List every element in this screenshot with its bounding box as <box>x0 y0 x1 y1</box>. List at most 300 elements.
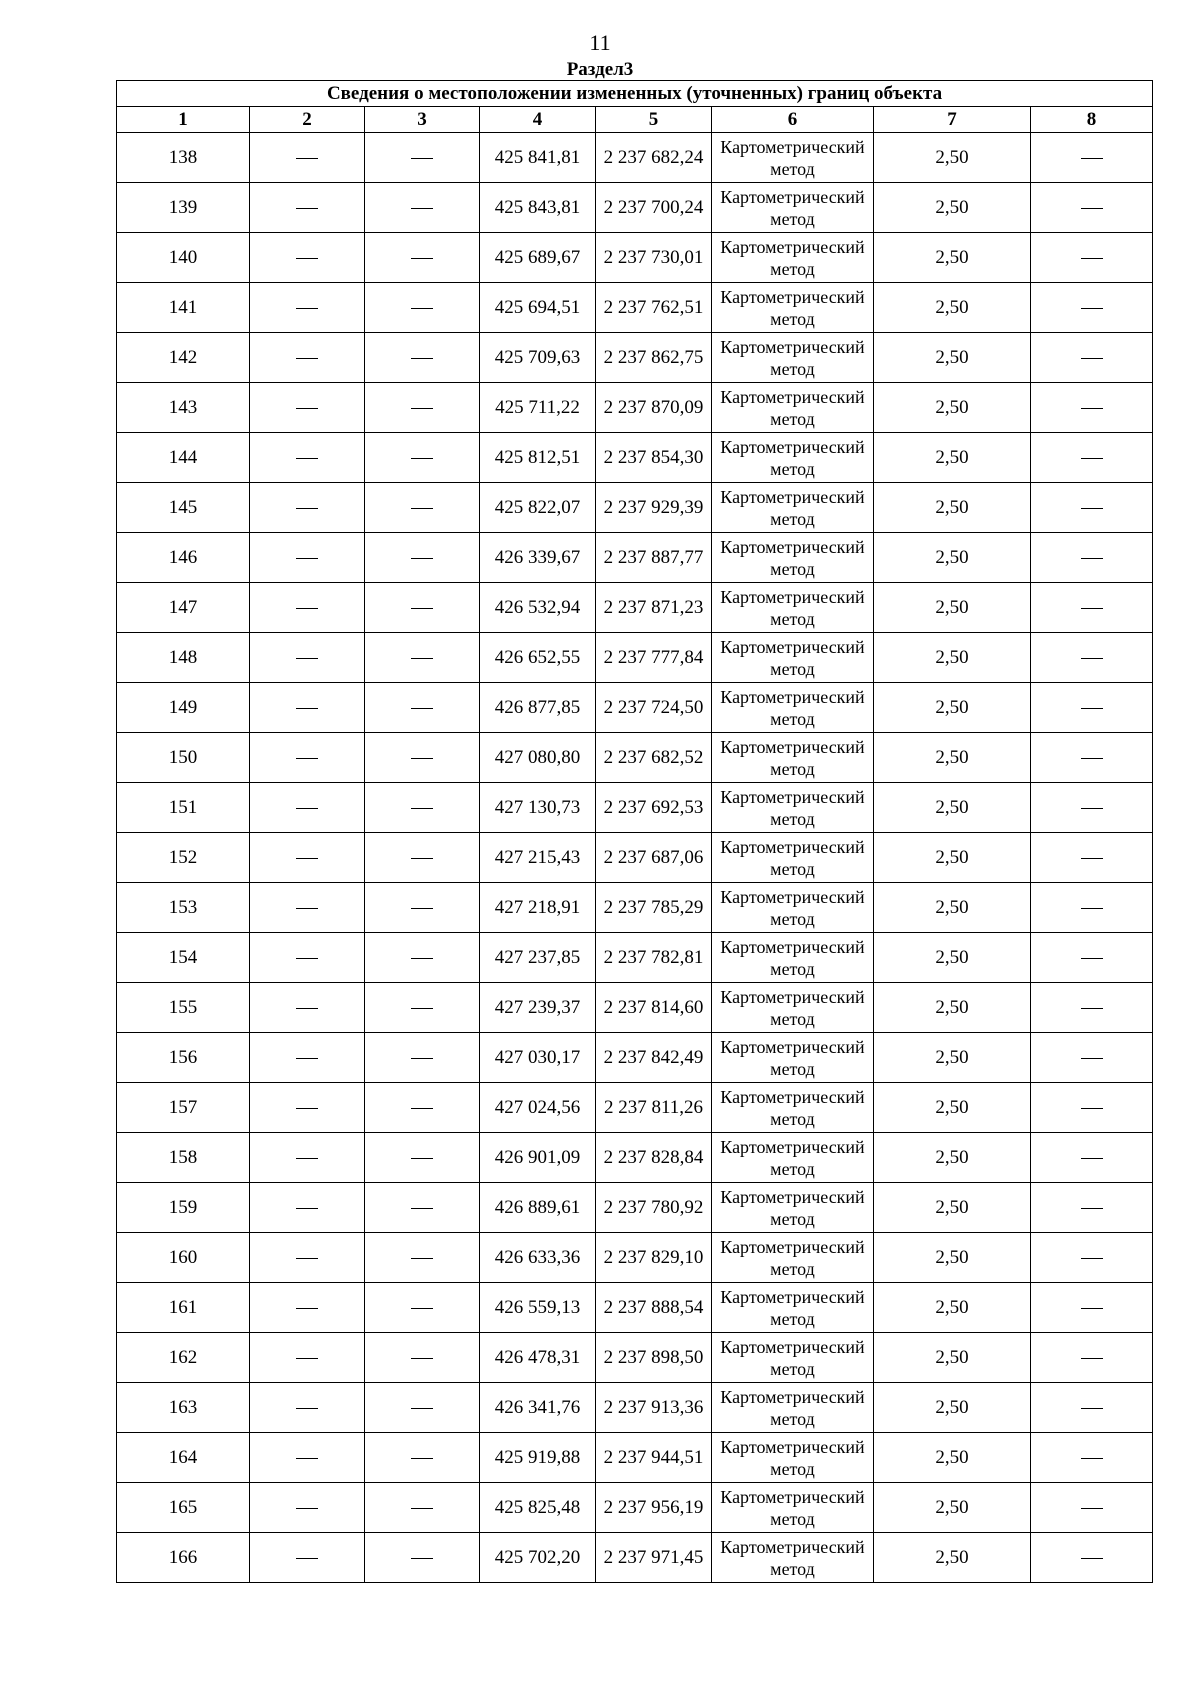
empty-cell-col2 <box>250 1283 365 1333</box>
dash-mark <box>411 658 433 659</box>
empty-cell-col2 <box>250 983 365 1033</box>
dash-mark <box>1081 1558 1103 1559</box>
method-cell: Картометрический метод <box>712 1083 874 1133</box>
empty-cell-col3 <box>365 1233 480 1283</box>
column-number: 5 <box>596 107 712 133</box>
y-coordinate-cell: 2 237 870,09 <box>596 383 712 433</box>
empty-cell-col2 <box>250 733 365 783</box>
method-cell: Картометрический метод <box>712 633 874 683</box>
y-coordinate-cell: 2 237 730,01 <box>596 233 712 283</box>
dash-mark <box>1081 1158 1103 1159</box>
column-number: 1 <box>117 107 250 133</box>
y-coordinate-cell: 2 237 842,49 <box>596 1033 712 1083</box>
point-number-cell: 155 <box>117 983 250 1033</box>
dash-mark <box>296 808 318 809</box>
table-row <box>117 983 1153 1033</box>
empty-cell-col8 <box>1031 1083 1153 1133</box>
y-coordinate-cell: 2 237 854,30 <box>596 433 712 483</box>
y-coordinate-cell: 2 237 682,24 <box>596 133 712 183</box>
method-cell: Картометрический метод <box>712 783 874 833</box>
x-coordinate-cell: 425 843,81 <box>480 183 596 233</box>
table-row <box>117 883 1153 933</box>
x-coordinate-cell: 426 889,61 <box>480 1183 596 1233</box>
point-number-cell: 165 <box>117 1483 250 1533</box>
x-coordinate-cell: 425 919,88 <box>480 1433 596 1483</box>
dash-mark <box>296 1208 318 1209</box>
dash-mark <box>411 608 433 609</box>
method-cell: Картометрический метод <box>712 1533 874 1583</box>
dash-mark <box>296 508 318 509</box>
dash-mark <box>1081 1058 1103 1059</box>
x-coordinate-cell: 425 689,67 <box>480 233 596 283</box>
x-coordinate-cell: 427 215,43 <box>480 833 596 883</box>
x-coordinate-cell: 425 841,81 <box>480 133 596 183</box>
dash-mark <box>296 308 318 309</box>
table-row <box>117 583 1153 633</box>
dash-mark <box>411 458 433 459</box>
table-row <box>117 383 1153 433</box>
empty-cell-col3 <box>365 883 480 933</box>
dash-mark <box>296 1058 318 1059</box>
empty-cell-col2 <box>250 583 365 633</box>
point-number-cell: 149 <box>117 683 250 733</box>
y-coordinate-cell: 2 237 782,81 <box>596 933 712 983</box>
table-row <box>117 1033 1153 1083</box>
empty-cell-col8 <box>1031 683 1153 733</box>
dash-mark <box>1081 508 1103 509</box>
table-row <box>117 1283 1153 1333</box>
empty-cell-col8 <box>1031 633 1153 683</box>
empty-cell-col3 <box>365 133 480 183</box>
method-cell: Картометрический метод <box>712 1283 874 1333</box>
empty-cell-col8 <box>1031 783 1153 833</box>
accuracy-cell: 2,50 <box>874 1533 1031 1583</box>
empty-cell-col8 <box>1031 533 1153 583</box>
table-row <box>117 1483 1153 1533</box>
empty-cell-col8 <box>1031 483 1153 533</box>
point-number-cell: 142 <box>117 333 250 383</box>
empty-cell-col3 <box>365 583 480 633</box>
empty-cell-col3 <box>365 683 480 733</box>
table-row <box>117 1183 1153 1233</box>
y-coordinate-cell: 2 237 811,26 <box>596 1083 712 1133</box>
accuracy-cell: 2,50 <box>874 583 1031 633</box>
empty-cell-col2 <box>250 1533 365 1583</box>
table-row <box>117 283 1153 333</box>
dash-mark <box>411 1408 433 1409</box>
point-number-cell: 157 <box>117 1083 250 1133</box>
empty-cell-col8 <box>1031 433 1153 483</box>
dash-mark <box>296 908 318 909</box>
y-coordinate-cell: 2 237 682,52 <box>596 733 712 783</box>
empty-cell-col8 <box>1031 1033 1153 1083</box>
method-cell: Картометрический метод <box>712 233 874 283</box>
empty-cell-col8 <box>1031 1133 1153 1183</box>
dash-mark <box>296 1158 318 1159</box>
column-number: 6 <box>712 107 874 133</box>
method-cell: Картометрический метод <box>712 283 874 333</box>
dash-mark <box>296 1258 318 1259</box>
empty-cell-col3 <box>365 183 480 233</box>
x-coordinate-cell: 425 702,20 <box>480 1533 596 1583</box>
dash-mark <box>1081 858 1103 859</box>
column-number: 4 <box>480 107 596 133</box>
method-cell: Картометрический метод <box>712 383 874 433</box>
dash-mark <box>411 1358 433 1359</box>
empty-cell-col2 <box>250 383 365 433</box>
empty-cell-col3 <box>365 1433 480 1483</box>
dash-mark <box>411 358 433 359</box>
boundary-table <box>116 80 1153 1583</box>
method-cell: Картометрический метод <box>712 533 874 583</box>
point-number-cell: 153 <box>117 883 250 933</box>
column-number: 2 <box>250 107 365 133</box>
empty-cell-col3 <box>365 1533 480 1583</box>
table-row <box>117 1433 1153 1483</box>
column-number: 8 <box>1031 107 1153 133</box>
dash-mark <box>296 208 318 209</box>
empty-cell-col3 <box>365 1033 480 1083</box>
empty-cell-col3 <box>365 633 480 683</box>
empty-cell-col2 <box>250 883 365 933</box>
empty-cell-col2 <box>250 1483 365 1533</box>
empty-cell-col3 <box>365 733 480 783</box>
x-coordinate-cell: 427 239,37 <box>480 983 596 1033</box>
empty-cell-col2 <box>250 433 365 483</box>
x-coordinate-cell: 425 709,63 <box>480 333 596 383</box>
method-cell: Картометрический метод <box>712 1433 874 1483</box>
dash-mark <box>296 958 318 959</box>
empty-cell-col8 <box>1031 883 1153 933</box>
method-cell: Картометрический метод <box>712 433 874 483</box>
accuracy-cell: 2,50 <box>874 183 1031 233</box>
accuracy-cell: 2,50 <box>874 683 1031 733</box>
y-coordinate-cell: 2 237 898,50 <box>596 1333 712 1383</box>
dash-mark <box>1081 1258 1103 1259</box>
dash-mark <box>296 558 318 559</box>
dash-mark <box>296 358 318 359</box>
accuracy-cell: 2,50 <box>874 1333 1031 1383</box>
dash-mark <box>1081 158 1103 159</box>
accuracy-cell: 2,50 <box>874 1033 1031 1083</box>
empty-cell-col2 <box>250 1433 365 1483</box>
point-number-cell: 141 <box>117 283 250 333</box>
empty-cell-col8 <box>1031 1383 1153 1433</box>
accuracy-cell: 2,50 <box>874 283 1031 333</box>
point-number-cell: 148 <box>117 633 250 683</box>
column-number: 7 <box>874 107 1031 133</box>
x-coordinate-cell: 425 711,22 <box>480 383 596 433</box>
dash-mark <box>1081 1308 1103 1309</box>
dash-mark <box>1081 808 1103 809</box>
point-number-cell: 151 <box>117 783 250 833</box>
table-row <box>117 133 1153 183</box>
accuracy-cell: 2,50 <box>874 1233 1031 1283</box>
y-coordinate-cell: 2 237 956,19 <box>596 1483 712 1533</box>
x-coordinate-cell: 426 341,76 <box>480 1383 596 1433</box>
y-coordinate-cell: 2 237 700,24 <box>596 183 712 233</box>
dash-mark <box>1081 308 1103 309</box>
empty-cell-col8 <box>1031 133 1153 183</box>
empty-cell-col8 <box>1031 833 1153 883</box>
empty-cell-col8 <box>1031 1283 1153 1333</box>
empty-cell-col8 <box>1031 333 1153 383</box>
column-number: 3 <box>365 107 480 133</box>
dash-mark <box>1081 1208 1103 1209</box>
x-coordinate-cell: 425 694,51 <box>480 283 596 333</box>
table-row <box>117 1383 1153 1433</box>
dash-mark <box>1081 208 1103 209</box>
point-number-cell: 166 <box>117 1533 250 1583</box>
dash-mark <box>1081 1108 1103 1109</box>
point-number-cell: 146 <box>117 533 250 583</box>
dash-mark <box>411 558 433 559</box>
y-coordinate-cell: 2 237 888,54 <box>596 1283 712 1333</box>
empty-cell-col2 <box>250 783 365 833</box>
accuracy-cell: 2,50 <box>874 833 1031 883</box>
empty-cell-col3 <box>365 1383 480 1433</box>
dash-mark <box>411 1308 433 1309</box>
point-number-cell: 163 <box>117 1383 250 1433</box>
method-cell: Картометрический метод <box>712 683 874 733</box>
empty-cell-col8 <box>1031 733 1153 783</box>
accuracy-cell: 2,50 <box>874 1483 1031 1533</box>
dash-mark <box>1081 608 1103 609</box>
point-number-cell: 158 <box>117 1133 250 1183</box>
x-coordinate-cell: 426 339,67 <box>480 533 596 583</box>
dash-mark <box>1081 1408 1103 1409</box>
empty-cell-col3 <box>365 983 480 1033</box>
x-coordinate-cell: 426 633,36 <box>480 1233 596 1283</box>
empty-cell-col2 <box>250 533 365 583</box>
dash-mark <box>296 708 318 709</box>
table-row <box>117 733 1153 783</box>
method-cell: Картометрический метод <box>712 133 874 183</box>
empty-cell-col3 <box>365 1333 480 1383</box>
dash-mark <box>1081 1008 1103 1009</box>
y-coordinate-cell: 2 237 944,51 <box>596 1433 712 1483</box>
method-cell: Картометрический метод <box>712 833 874 883</box>
y-coordinate-cell: 2 237 862,75 <box>596 333 712 383</box>
dash-mark <box>411 908 433 909</box>
dash-mark <box>296 758 318 759</box>
accuracy-cell: 2,50 <box>874 1433 1031 1483</box>
dash-mark <box>1081 1358 1103 1359</box>
x-coordinate-cell: 425 825,48 <box>480 1483 596 1533</box>
table-row <box>117 1133 1153 1183</box>
empty-cell-col2 <box>250 1183 365 1233</box>
empty-cell-col2 <box>250 683 365 733</box>
table-row <box>117 233 1153 283</box>
x-coordinate-cell: 425 822,07 <box>480 483 596 533</box>
table-row <box>117 1333 1153 1383</box>
point-number-cell: 145 <box>117 483 250 533</box>
empty-cell-col3 <box>365 833 480 883</box>
dash-mark <box>411 408 433 409</box>
dash-mark <box>411 1258 433 1259</box>
accuracy-cell: 2,50 <box>874 983 1031 1033</box>
point-number-cell: 139 <box>117 183 250 233</box>
point-number-cell: 160 <box>117 1233 250 1283</box>
point-number-cell: 162 <box>117 1333 250 1383</box>
dash-mark <box>411 1008 433 1009</box>
y-coordinate-cell: 2 237 971,45 <box>596 1533 712 1583</box>
dash-mark <box>296 1458 318 1459</box>
accuracy-cell: 2,50 <box>874 1183 1031 1233</box>
dash-mark <box>411 1558 433 1559</box>
empty-cell-col8 <box>1031 183 1153 233</box>
dash-mark <box>411 958 433 959</box>
dash-mark <box>296 458 318 459</box>
dash-mark <box>296 1008 318 1009</box>
empty-cell-col2 <box>250 333 365 383</box>
empty-cell-col2 <box>250 1233 365 1283</box>
accuracy-cell: 2,50 <box>874 483 1031 533</box>
point-number-cell: 159 <box>117 1183 250 1233</box>
table-row <box>117 783 1153 833</box>
point-number-cell: 147 <box>117 583 250 633</box>
dash-mark <box>296 858 318 859</box>
method-cell: Картометрический метод <box>712 583 874 633</box>
empty-cell-col2 <box>250 483 365 533</box>
dash-mark <box>1081 1458 1103 1459</box>
x-coordinate-cell: 426 652,55 <box>480 633 596 683</box>
empty-cell-col8 <box>1031 283 1153 333</box>
table-row <box>117 933 1153 983</box>
x-coordinate-cell: 427 080,80 <box>480 733 596 783</box>
dash-mark <box>296 1308 318 1309</box>
x-coordinate-cell: 427 024,56 <box>480 1083 596 1133</box>
method-cell: Картометрический метод <box>712 983 874 1033</box>
point-number-cell: 144 <box>117 433 250 483</box>
y-coordinate-cell: 2 237 780,92 <box>596 1183 712 1233</box>
empty-cell-col2 <box>250 1033 365 1083</box>
table-row <box>117 433 1153 483</box>
dash-mark <box>411 258 433 259</box>
x-coordinate-cell: 426 532,94 <box>480 583 596 633</box>
dash-mark <box>411 858 433 859</box>
empty-cell-col2 <box>250 833 365 883</box>
point-number-cell: 150 <box>117 733 250 783</box>
accuracy-cell: 2,50 <box>874 933 1031 983</box>
dash-mark <box>411 1058 433 1059</box>
table-row <box>117 1083 1153 1133</box>
method-cell: Картометрический метод <box>712 1383 874 1433</box>
dash-mark <box>411 508 433 509</box>
accuracy-cell: 2,50 <box>874 383 1031 433</box>
x-coordinate-cell: 427 218,91 <box>480 883 596 933</box>
dash-mark <box>411 1458 433 1459</box>
accuracy-cell: 2,50 <box>874 133 1031 183</box>
dash-mark <box>411 308 433 309</box>
x-coordinate-cell: 427 237,85 <box>480 933 596 983</box>
y-coordinate-cell: 2 237 887,77 <box>596 533 712 583</box>
table-row <box>117 333 1153 383</box>
empty-cell-col3 <box>365 333 480 383</box>
point-number-cell: 138 <box>117 133 250 183</box>
dash-mark <box>411 158 433 159</box>
accuracy-cell: 2,50 <box>874 733 1031 783</box>
empty-cell-col3 <box>365 433 480 483</box>
empty-cell-col2 <box>250 183 365 233</box>
dash-mark <box>1081 758 1103 759</box>
dash-mark <box>411 708 433 709</box>
empty-cell-col8 <box>1031 1233 1153 1283</box>
x-coordinate-cell: 426 901,09 <box>480 1133 596 1183</box>
dash-mark <box>1081 358 1103 359</box>
method-cell: Картометрический метод <box>712 1183 874 1233</box>
accuracy-cell: 2,50 <box>874 783 1031 833</box>
dash-mark <box>296 1508 318 1509</box>
empty-cell-col3 <box>365 783 480 833</box>
table-row <box>117 1233 1153 1283</box>
x-coordinate-cell: 427 030,17 <box>480 1033 596 1083</box>
dash-mark <box>296 1358 318 1359</box>
accuracy-cell: 2,50 <box>874 1083 1031 1133</box>
y-coordinate-cell: 2 237 913,36 <box>596 1383 712 1433</box>
empty-cell-col3 <box>365 1483 480 1533</box>
empty-cell-col8 <box>1031 983 1153 1033</box>
empty-cell-col8 <box>1031 583 1153 633</box>
empty-cell-col3 <box>365 533 480 583</box>
empty-cell-col8 <box>1031 1183 1153 1233</box>
dash-mark <box>296 608 318 609</box>
empty-cell-col2 <box>250 283 365 333</box>
accuracy-cell: 2,50 <box>874 1283 1031 1333</box>
empty-cell-col8 <box>1031 233 1153 283</box>
accuracy-cell: 2,50 <box>874 433 1031 483</box>
point-number-cell: 154 <box>117 933 250 983</box>
accuracy-cell: 2,50 <box>874 333 1031 383</box>
method-cell: Картометрический метод <box>712 1333 874 1383</box>
dash-mark <box>411 1508 433 1509</box>
empty-cell-col2 <box>250 233 365 283</box>
dash-mark <box>296 258 318 259</box>
x-coordinate-cell: 427 130,73 <box>480 783 596 833</box>
table-body <box>117 133 1153 1583</box>
empty-cell-col2 <box>250 1333 365 1383</box>
y-coordinate-cell: 2 237 687,06 <box>596 833 712 883</box>
x-coordinate-cell: 426 478,31 <box>480 1333 596 1383</box>
point-number-cell: 156 <box>117 1033 250 1083</box>
method-cell: Картометрический метод <box>712 933 874 983</box>
dash-mark <box>411 1208 433 1209</box>
method-cell: Картометрический метод <box>712 1483 874 1533</box>
empty-cell-col8 <box>1031 1333 1153 1383</box>
point-number-cell: 140 <box>117 233 250 283</box>
dash-mark <box>1081 458 1103 459</box>
empty-cell-col2 <box>250 1383 365 1433</box>
dash-mark <box>296 658 318 659</box>
column-number-row <box>117 107 1153 133</box>
page-number: 11 <box>589 30 611 55</box>
y-coordinate-cell: 2 237 829,10 <box>596 1233 712 1283</box>
method-cell: Картометрический метод <box>712 733 874 783</box>
method-cell: Картометрический метод <box>712 333 874 383</box>
empty-cell-col3 <box>365 1083 480 1133</box>
dash-mark <box>1081 658 1103 659</box>
empty-cell-col3 <box>365 1283 480 1333</box>
point-number-cell: 152 <box>117 833 250 883</box>
empty-cell-col3 <box>365 1133 480 1183</box>
method-cell: Картометрический метод <box>712 883 874 933</box>
dash-mark <box>296 1558 318 1559</box>
y-coordinate-cell: 2 237 814,60 <box>596 983 712 1033</box>
dash-mark <box>1081 558 1103 559</box>
empty-cell-col8 <box>1031 1533 1153 1583</box>
x-coordinate-cell: 425 812,51 <box>480 433 596 483</box>
dash-mark <box>411 208 433 209</box>
